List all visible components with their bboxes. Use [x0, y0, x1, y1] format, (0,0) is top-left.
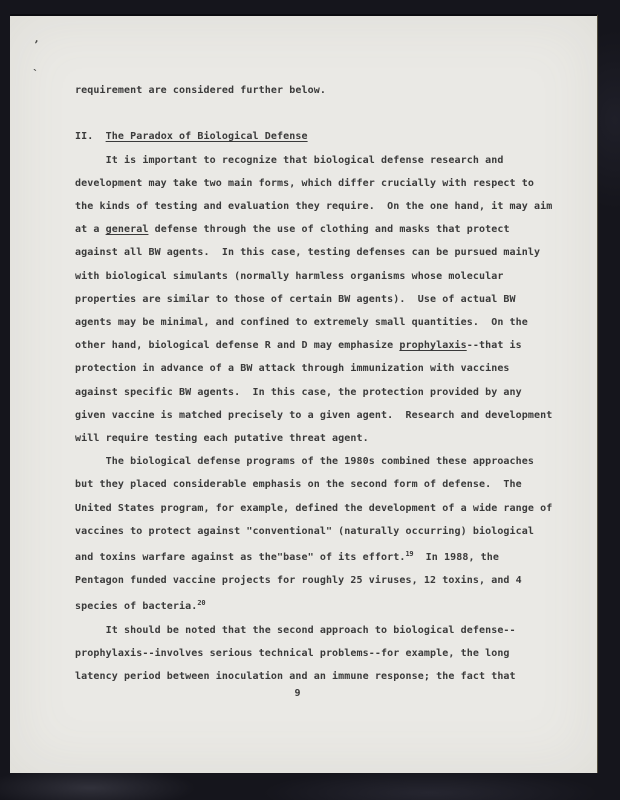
text-line: given vaccine is matched precisely to a given agent. Research and development [75, 409, 553, 421]
footnote-reference: 19 [405, 550, 414, 559]
underlined-term: prophylaxis [399, 340, 467, 352]
text-line: protection in advance of a BW attack through immunization with vaccines [75, 363, 510, 375]
footnote-reference: 20 [197, 599, 206, 608]
text-line: will require testing each putative threat agent. [75, 433, 369, 445]
page-number: 9 [294, 688, 301, 699]
document-page [10, 14, 598, 773]
text-line: against all BW agents. In this case, testing defenses can be pursued mainly [75, 247, 541, 259]
text-line: against specific BW agents. In this case, the protection provided by any [75, 386, 522, 398]
stray-ink-mark: , [32, 33, 42, 46]
text-line: other hand, biological defense R and D may emphasize prophylaxis--that is [75, 340, 522, 352]
text-line: the kinds of testing and evaluation they require. On the one hand, it may aim [75, 201, 553, 212]
text-line: It should be noted that the second approach to biological defense-- [75, 624, 516, 636]
text-line: and toxins warfare against as the"base" of its effort.$^{19}$ In 1988, the [75, 550, 500, 564]
text-line: The biological defense programs of the 1980s combined these approaches [75, 456, 535, 468]
text-line: species of bacteria.$^{20}$ [75, 599, 206, 613]
text-line: development may take two main forms, which differ crucially with respect to [75, 177, 535, 189]
document-text [75, 79, 575, 688]
underlined-term: general [105, 224, 149, 236]
heading-title: The Paradox of Biological Defense [105, 131, 308, 143]
text-line: latency period between inoculation and an immune response; the fact that [75, 671, 516, 683]
text-line: properties are similar to those of certain BW agents). Use of actual BW [75, 293, 516, 305]
text-line: with biological simulants (normally harmless organisms whose molecular [75, 270, 504, 282]
stray-ink-mark: ` [32, 68, 40, 81]
text-line: agents may be minimal, and confined to extremely small quantities. On the [75, 317, 528, 329]
text-line: Pentagon funded vaccine projects for roughly 25 viruses, 12 toxins, and 4 [75, 575, 522, 587]
text-line: United States program, for example, defined the development of a wide range of [75, 502, 553, 514]
text-line: vaccines to protect against "conventional" (naturally occurring) biological [75, 525, 535, 537]
text-line: but they placed considerable emphasis on the second form of defense. The [75, 479, 522, 491]
blank-line [75, 102, 575, 125]
text-line: It is important to recognize that biological defense research and [75, 154, 504, 166]
text-line: requirement are considered further below. [75, 85, 326, 96]
text-line: prophylaxis--involves serious technical problems--for example, the long [75, 647, 510, 659]
text-line: at a general defense through the use of clothing and masks that protect [75, 224, 510, 236]
section-heading [75, 125, 575, 148]
heading-numeral: II. [75, 131, 106, 143]
